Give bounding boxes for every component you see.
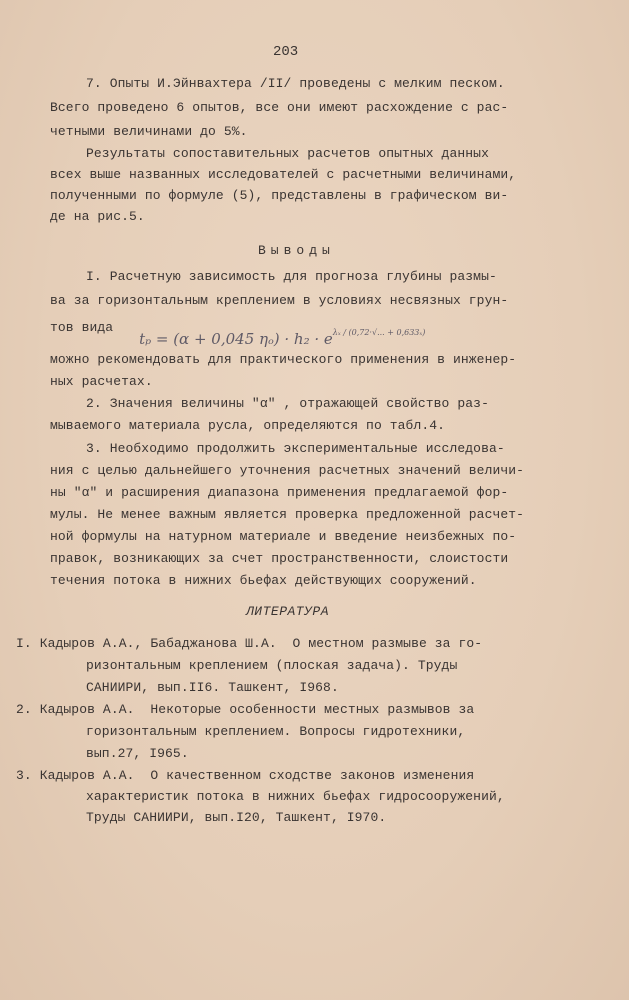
reference-line: Труды САНИИРИ, вып.I20, Ташкент, I970.: [86, 810, 387, 825]
text-line: тов вида: [50, 320, 114, 335]
reference-line: характеристик потока в нижних бьефах гидросооружений,: [86, 789, 505, 804]
text-line: правок, возникающих за счет пространственности, слоистости: [50, 551, 509, 566]
text-line: I. Расчетную зависимость для прогноза глубины размы-: [86, 269, 497, 284]
text-line: течения потока в нижних бьефах действующих сооружений.: [50, 573, 477, 588]
text-line: де на рис.5.: [50, 209, 145, 224]
text-line: ной формулы на натурном материале и введение неизбежных по-: [50, 529, 517, 544]
reference-line: ризонтальным креплением (плоская задача). Труды: [86, 658, 458, 673]
text-line: Результаты сопоставительных расчетов опытных данных: [86, 146, 489, 161]
formula-exponent: λₓ / (0,72·√... + 0,633ₓ): [332, 328, 426, 337]
section-heading-literature: ЛИТЕРАТУРА: [246, 604, 330, 619]
text-line: полученными по формуле (5), представлены в графическом ви-: [50, 188, 509, 203]
text-line: ва за горизонтальным креплением в условиях несвязных грун-: [50, 293, 509, 308]
text-line: можно рекомендовать для практического применения в инженер-: [50, 352, 517, 367]
page-number: 203: [273, 44, 299, 60]
text-line: Всего проведено 6 опытов, все они имеют расхождение с рас-: [50, 100, 509, 115]
reference-line: 3. Кадыров А.А. О качественном сходстве законов изменения: [16, 768, 475, 783]
reference-line: горизонтальным креплением. Вопросы гидротехники,: [86, 724, 466, 739]
section-heading-conclusions: Выводы: [258, 243, 335, 258]
text-line: ных расчетах.: [50, 374, 153, 389]
formula-main: tₚ = (α + 0,045 ηₒ) · h₂ · e: [139, 330, 333, 348]
text-line: мулы. Не менее важным является проверка предложенной расчет-: [50, 507, 525, 522]
text-line: 3. Необходимо продолжить экспериментальные исследова-: [86, 441, 505, 456]
reference-line: I. Кадыров А.А., Бабаджанова Ш.А. О местном размыве за го-: [16, 636, 483, 651]
text-line: всех выше названных исследователей с расчетными величинами,: [50, 167, 517, 182]
reference-line: вып.27, I965.: [86, 746, 189, 761]
reference-line: 2. Кадыров А.А. Некоторые особенности местных размывов за: [16, 702, 475, 717]
text-line: мываемого материала русла, определяются по табл.4.: [50, 418, 446, 433]
text-line: четными величинами до 5%.: [50, 124, 248, 139]
text-line: ния с целью дальнейшего уточнения расчетных значений величи-: [50, 463, 525, 478]
text-line: ны "α" и расширения диапазона применения предлагаемой фор-: [50, 485, 509, 500]
text-line: 2. Значения величины "α" , отражающей свойство раз-: [86, 396, 489, 411]
text-line: 7. Опыты И.Эйнвахтера /II/ проведены с мелким песком.: [86, 76, 505, 91]
reference-line: САНИИРИ, вып.II6. Ташкент, I968.: [86, 680, 339, 695]
